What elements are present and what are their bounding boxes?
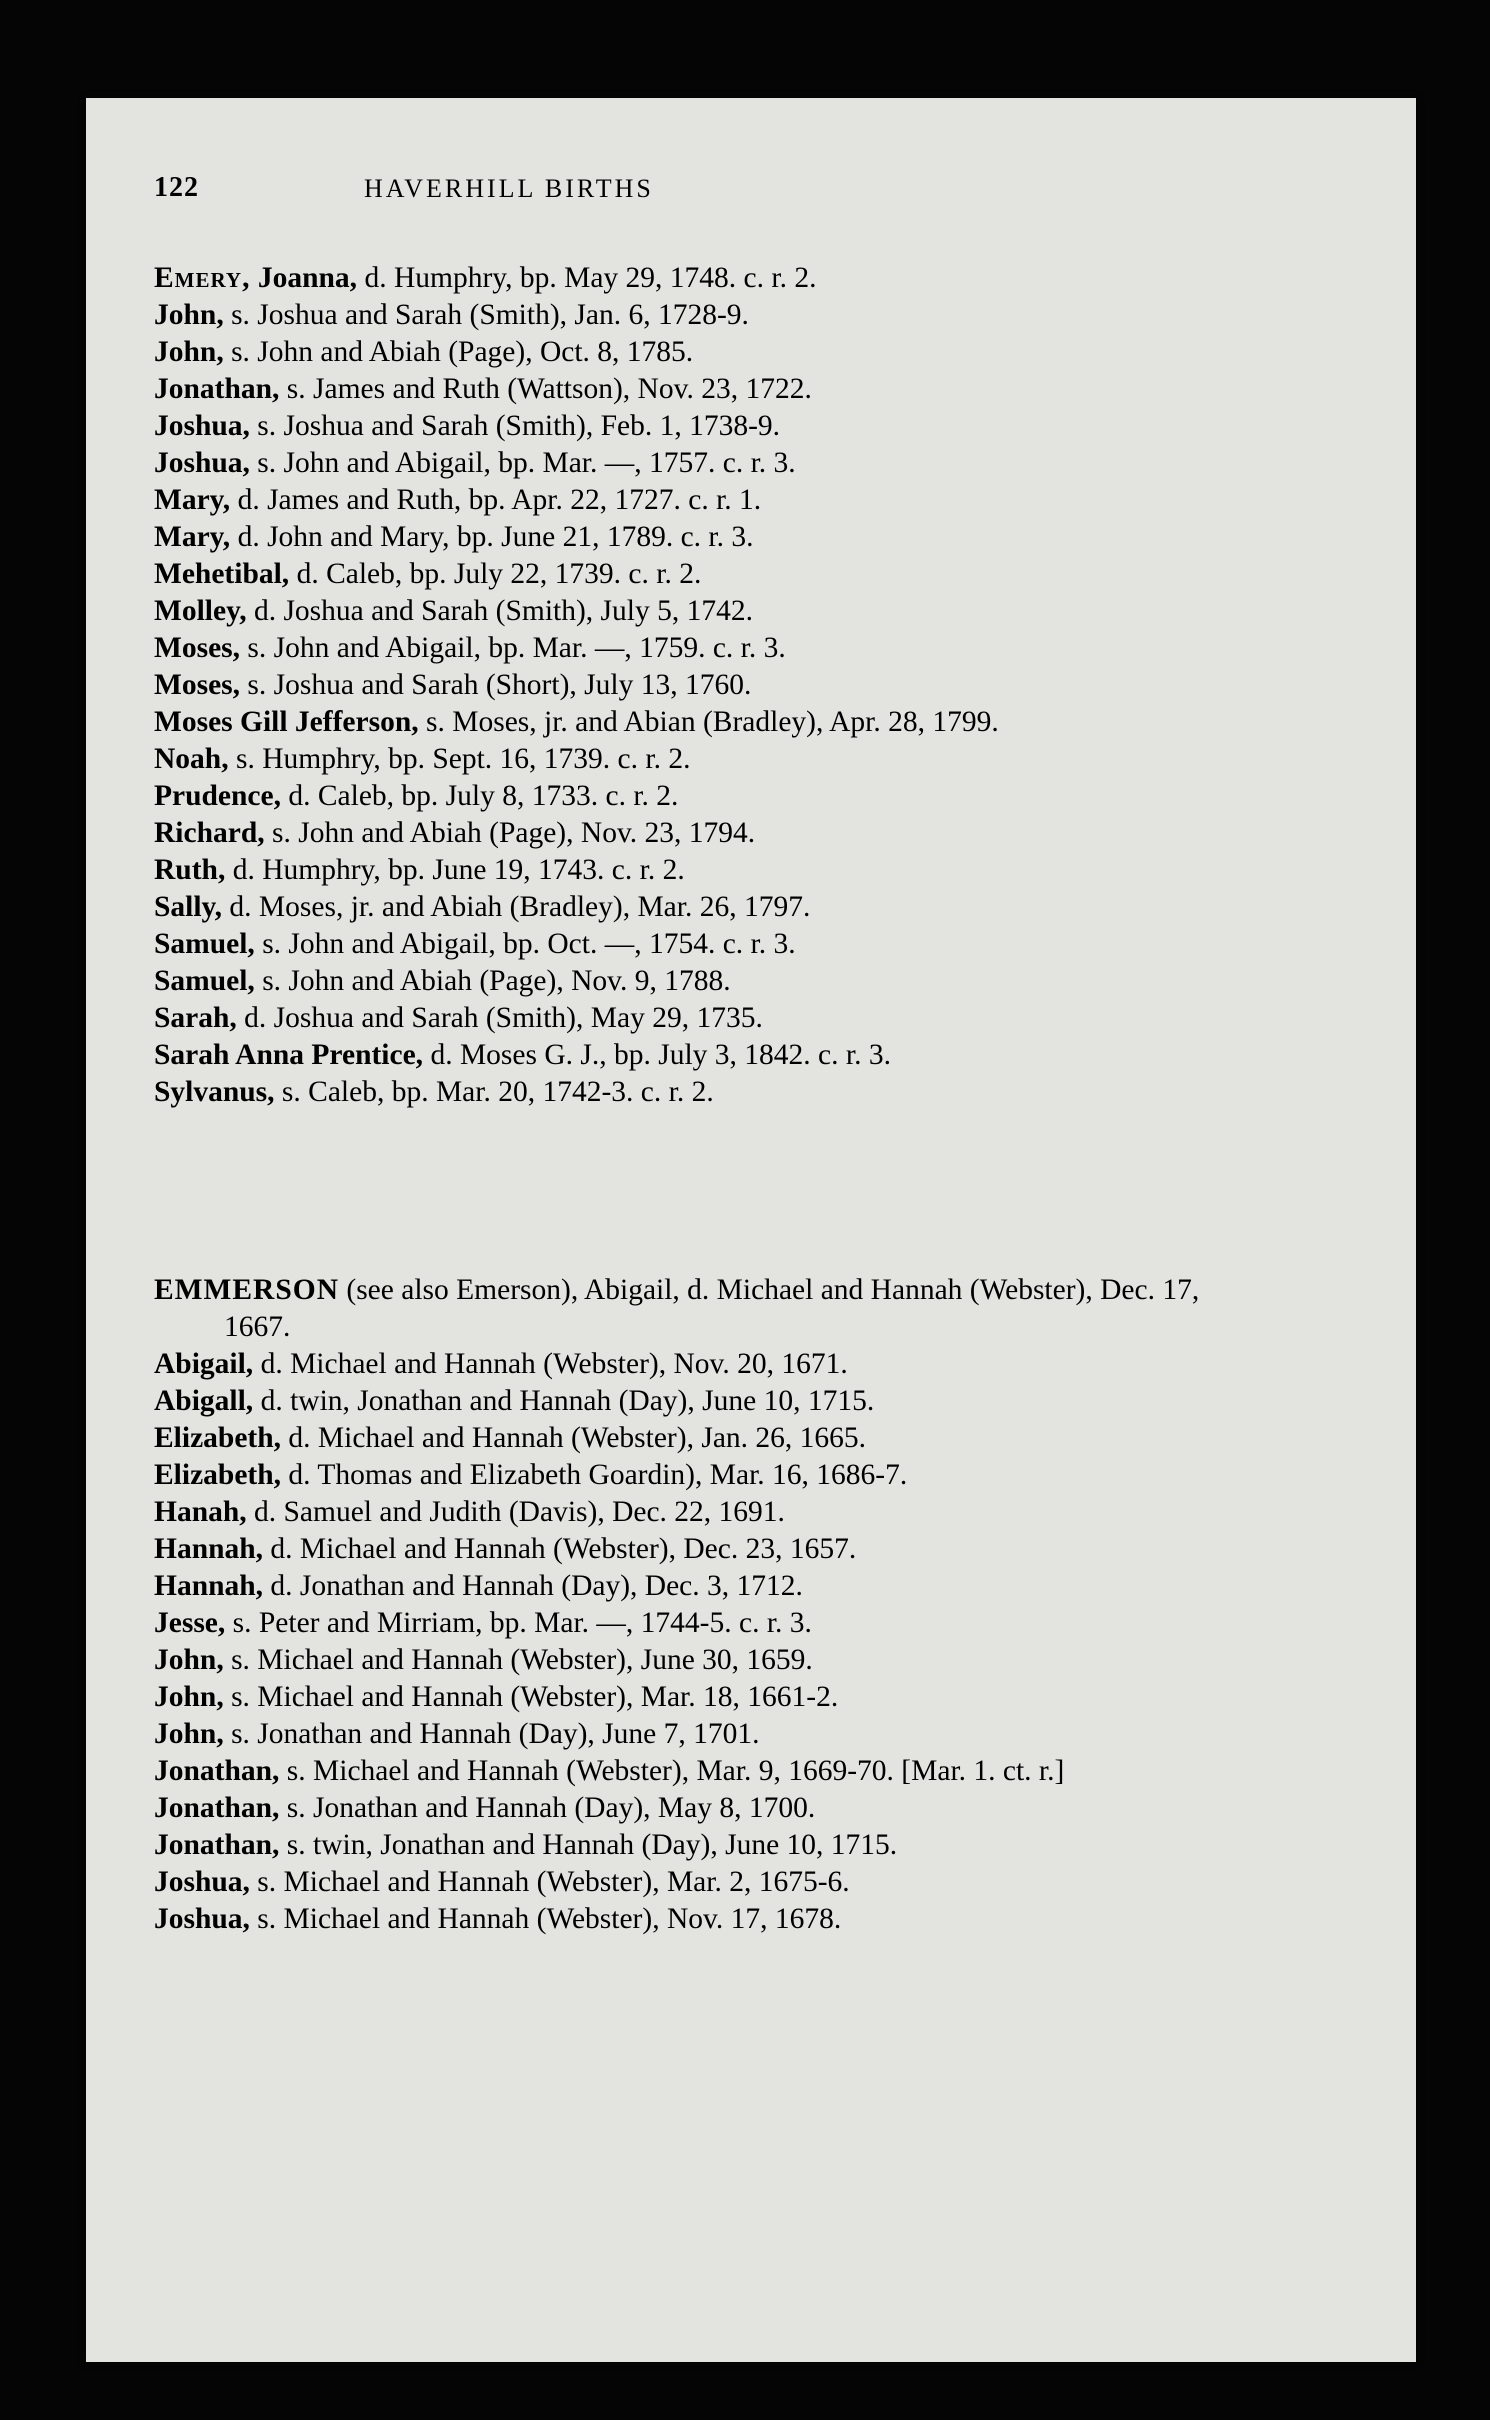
entry-detail: s. John and Abigail, bp. Oct. —, 1754. c. r. 3. (254, 928, 796, 960)
given-name: Sally, (154, 891, 223, 923)
given-name: Hannah, (154, 1570, 264, 1602)
given-name: Mary, (154, 521, 231, 553)
list-item (154, 297, 1214, 334)
list-item (154, 260, 1214, 297)
given-name: Noah, (154, 743, 229, 775)
list-item (154, 1457, 1214, 1494)
list-item (154, 1383, 1214, 1420)
entry-detail: s. Michael and Hannah (Webster), Mar. 2, 1675-6. (249, 1866, 850, 1898)
given-name: Abigall, (154, 1385, 254, 1417)
given-name: Richard, (154, 817, 265, 849)
given-name: John, (154, 1718, 224, 1750)
given-name: Moses, (154, 632, 241, 664)
list-item (154, 1642, 1214, 1679)
given-name: Jonathan, (154, 1755, 280, 1787)
list-item (154, 889, 1214, 926)
entry-detail: d. James and Ruth, bp. Apr. 22, 1727. c. r. 1. (230, 484, 762, 516)
entry-detail: s. John and Abiah (Page), Nov. 23, 1794. (264, 817, 756, 849)
given-name: Sarah Anna Prentice, (154, 1039, 424, 1071)
list-item (154, 741, 1214, 778)
list-item (154, 1901, 1214, 1938)
entry-detail: s. Joshua and Sarah (Short), July 13, 1760. (240, 669, 752, 701)
list-item (154, 1827, 1214, 1864)
given-name: Hanah, (154, 1496, 247, 1528)
list-item (154, 593, 1214, 630)
entry-detail: s. Joshua and Sarah (Smith), Feb. 1, 1738-9. (249, 410, 781, 442)
given-name: Sylvanus, (154, 1076, 275, 1108)
surname: Emery, (154, 262, 251, 294)
given-name: Elizabeth, (154, 1422, 282, 1454)
given-name: Joanna, (257, 262, 358, 294)
list-item (154, 371, 1214, 408)
list-item (154, 519, 1214, 556)
entry-detail: s. twin, Jonathan and Hannah (Day), June 10, 1715. (279, 1829, 898, 1861)
entry-detail: d. Caleb, bp. July 22, 1739. c. r. 2. (289, 558, 702, 590)
list-item (154, 1679, 1214, 1716)
entry-detail: s. Jonathan and Hannah (Day), May 8, 1700. (279, 1792, 816, 1824)
entry-detail: s. Humphry, bp. Sept. 16, 1739. c. r. 2. (228, 743, 691, 775)
list-item (154, 482, 1214, 519)
entry-detail: s. Michael and Hannah (Webster), Mar. 18, 1661-2. (223, 1681, 839, 1713)
given-name: Joshua, (154, 1903, 250, 1935)
entry-detail: s. Michael and Hannah (Webster), Nov. 17, 1678. (249, 1903, 842, 1935)
given-name: Abigail, (154, 1348, 254, 1380)
entry-detail: s. Michael and Hannah (Webster), Mar. 9, 1669-70. [Mar. 1. ct. r.] (279, 1755, 1065, 1787)
list-item (154, 1753, 1214, 1790)
entry-detail: s. James and Ruth (Wattson), Nov. 23, 1722. (279, 373, 812, 405)
entry-detail: d. Caleb, bp. July 8, 1733. c. r. 2. (281, 780, 679, 812)
entry-detail: d. Michael and Hannah (Webster), Dec. 23, 1657. (263, 1533, 857, 1565)
list-item (154, 630, 1214, 667)
list-item (154, 1000, 1214, 1037)
entry-detail: d. Michael and Hannah (Webster), Jan. 26, 1665. (281, 1422, 867, 1454)
emmerson-section (154, 1272, 1214, 1938)
running-title: HAVERHILL BIRTHS (364, 174, 654, 203)
list-item (154, 704, 1214, 741)
entry-detail: d. Moses, jr. and Abiah (Bradley), Mar. 26, 1797. (222, 891, 811, 923)
entry-detail: d. Humphry, bp. June 19, 1743. c. r. 2. (225, 854, 685, 886)
given-name: John, (154, 1681, 224, 1713)
given-name: Joshua, (154, 1866, 250, 1898)
list-item (154, 963, 1214, 1000)
list-item (154, 1420, 1214, 1457)
given-name: Mehetibal, (154, 558, 290, 590)
entry-detail: d. twin, Jonathan and Hannah (Day), June 10, 1715. (253, 1385, 875, 1417)
given-name: Molley, (154, 595, 247, 627)
given-name: Elizabeth, (154, 1459, 282, 1491)
given-name: Jonathan, (154, 373, 280, 405)
given-name: John, (154, 336, 224, 368)
given-name: Moses Gill Jefferson, (154, 706, 419, 738)
list-item (154, 852, 1214, 889)
given-name: Samuel, (154, 965, 255, 997)
list-item (154, 1037, 1214, 1074)
entry-detail: d. Thomas and Elizabeth Goardin), Mar. 16, 1686-7. (281, 1459, 908, 1491)
entry-detail: s. John and Abiah (Page), Nov. 9, 1788. (254, 965, 731, 997)
entry-detail: s. Peter and Mirriam, bp. Mar. —, 1744-5. c. r. 3. (225, 1607, 812, 1639)
entry-detail: d. Joshua and Sarah (Smith), July 5, 1742. (246, 595, 753, 627)
entry-detail: d. Humphry, bp. May 29, 1748. c. r. 2. (357, 262, 817, 294)
given-name: Hannah, (154, 1533, 264, 1565)
list-item (154, 334, 1214, 371)
list-item (154, 1074, 1214, 1111)
list-item (154, 667, 1214, 704)
entry-detail: d. Joshua and Sarah (Smith), May 29, 1735. (236, 1002, 763, 1034)
entry-detail: d. Moses G. J., bp. July 3, 1842. c. r. 3. (423, 1039, 891, 1071)
entry-detail: s. Michael and Hannah (Webster), June 30, 1659. (223, 1644, 813, 1676)
given-name: Joshua, (154, 410, 250, 442)
list-item (154, 1272, 1214, 1346)
entry-detail: s. Joshua and Sarah (Smith), Jan. 6, 1728-9. (223, 299, 749, 331)
list-item (154, 1531, 1214, 1568)
list-item (154, 556, 1214, 593)
given-name: John, (154, 1644, 224, 1676)
entry-detail: s. John and Abigail, bp. Mar. —, 1759. c. r. 3. (240, 632, 786, 664)
entry-detail: s. John and Abiah (Page), Oct. 8, 1785. (223, 336, 694, 368)
list-item (154, 1494, 1214, 1531)
surname: EMMERSON (154, 1274, 339, 1306)
entry-detail: s. Caleb, bp. Mar. 20, 1742-3. c. r. 2. (274, 1076, 714, 1108)
given-name: Jesse, (154, 1607, 226, 1639)
list-item (154, 778, 1214, 815)
given-name: Ruth, (154, 854, 226, 886)
entry-detail: s. Jonathan and Hannah (Day), June 7, 1701. (223, 1718, 760, 1750)
entry-detail: (see also Emerson), Abigail, d. Michael and Hannah (Webster), Dec. 17, 1667. (224, 1274, 1200, 1343)
entry-detail: d. Samuel and Judith (Davis), Dec. 22, 1691. (246, 1496, 785, 1528)
given-name: Jonathan, (154, 1792, 280, 1824)
given-name: Samuel, (154, 928, 255, 960)
list-item (154, 815, 1214, 852)
given-name: Mary, (154, 484, 231, 516)
list-item (154, 408, 1214, 445)
given-name: Jonathan, (154, 1829, 280, 1861)
entry-detail: d. Michael and Hannah (Webster), Nov. 20, 1671. (253, 1348, 848, 1380)
given-name: Joshua, (154, 447, 250, 479)
page-header (154, 172, 944, 212)
list-item (154, 1346, 1214, 1383)
given-name: Sarah, (154, 1002, 237, 1034)
entry-detail: s. John and Abigail, bp. Mar. —, 1757. c. r. 3. (249, 447, 796, 479)
page-number: 122 (154, 172, 199, 203)
list-item (154, 926, 1214, 963)
list-item (154, 1790, 1214, 1827)
entry-detail: d. Jonathan and Hannah (Day), Dec. 3, 1712. (263, 1570, 803, 1602)
list-item (154, 1716, 1214, 1753)
list-item (154, 1864, 1214, 1901)
given-name: Prudence, (154, 780, 281, 812)
list-item (154, 1568, 1214, 1605)
entry-detail: d. John and Mary, bp. June 21, 1789. c. r. 3. (230, 521, 754, 553)
emery-section (154, 260, 1214, 1111)
entry-detail: s. Moses, jr. and Abian (Bradley), Apr. 28, 1799. (418, 706, 999, 738)
list-item (154, 1605, 1214, 1642)
list-item (154, 445, 1214, 482)
given-name: Moses, (154, 669, 241, 701)
given-name: John, (154, 299, 224, 331)
